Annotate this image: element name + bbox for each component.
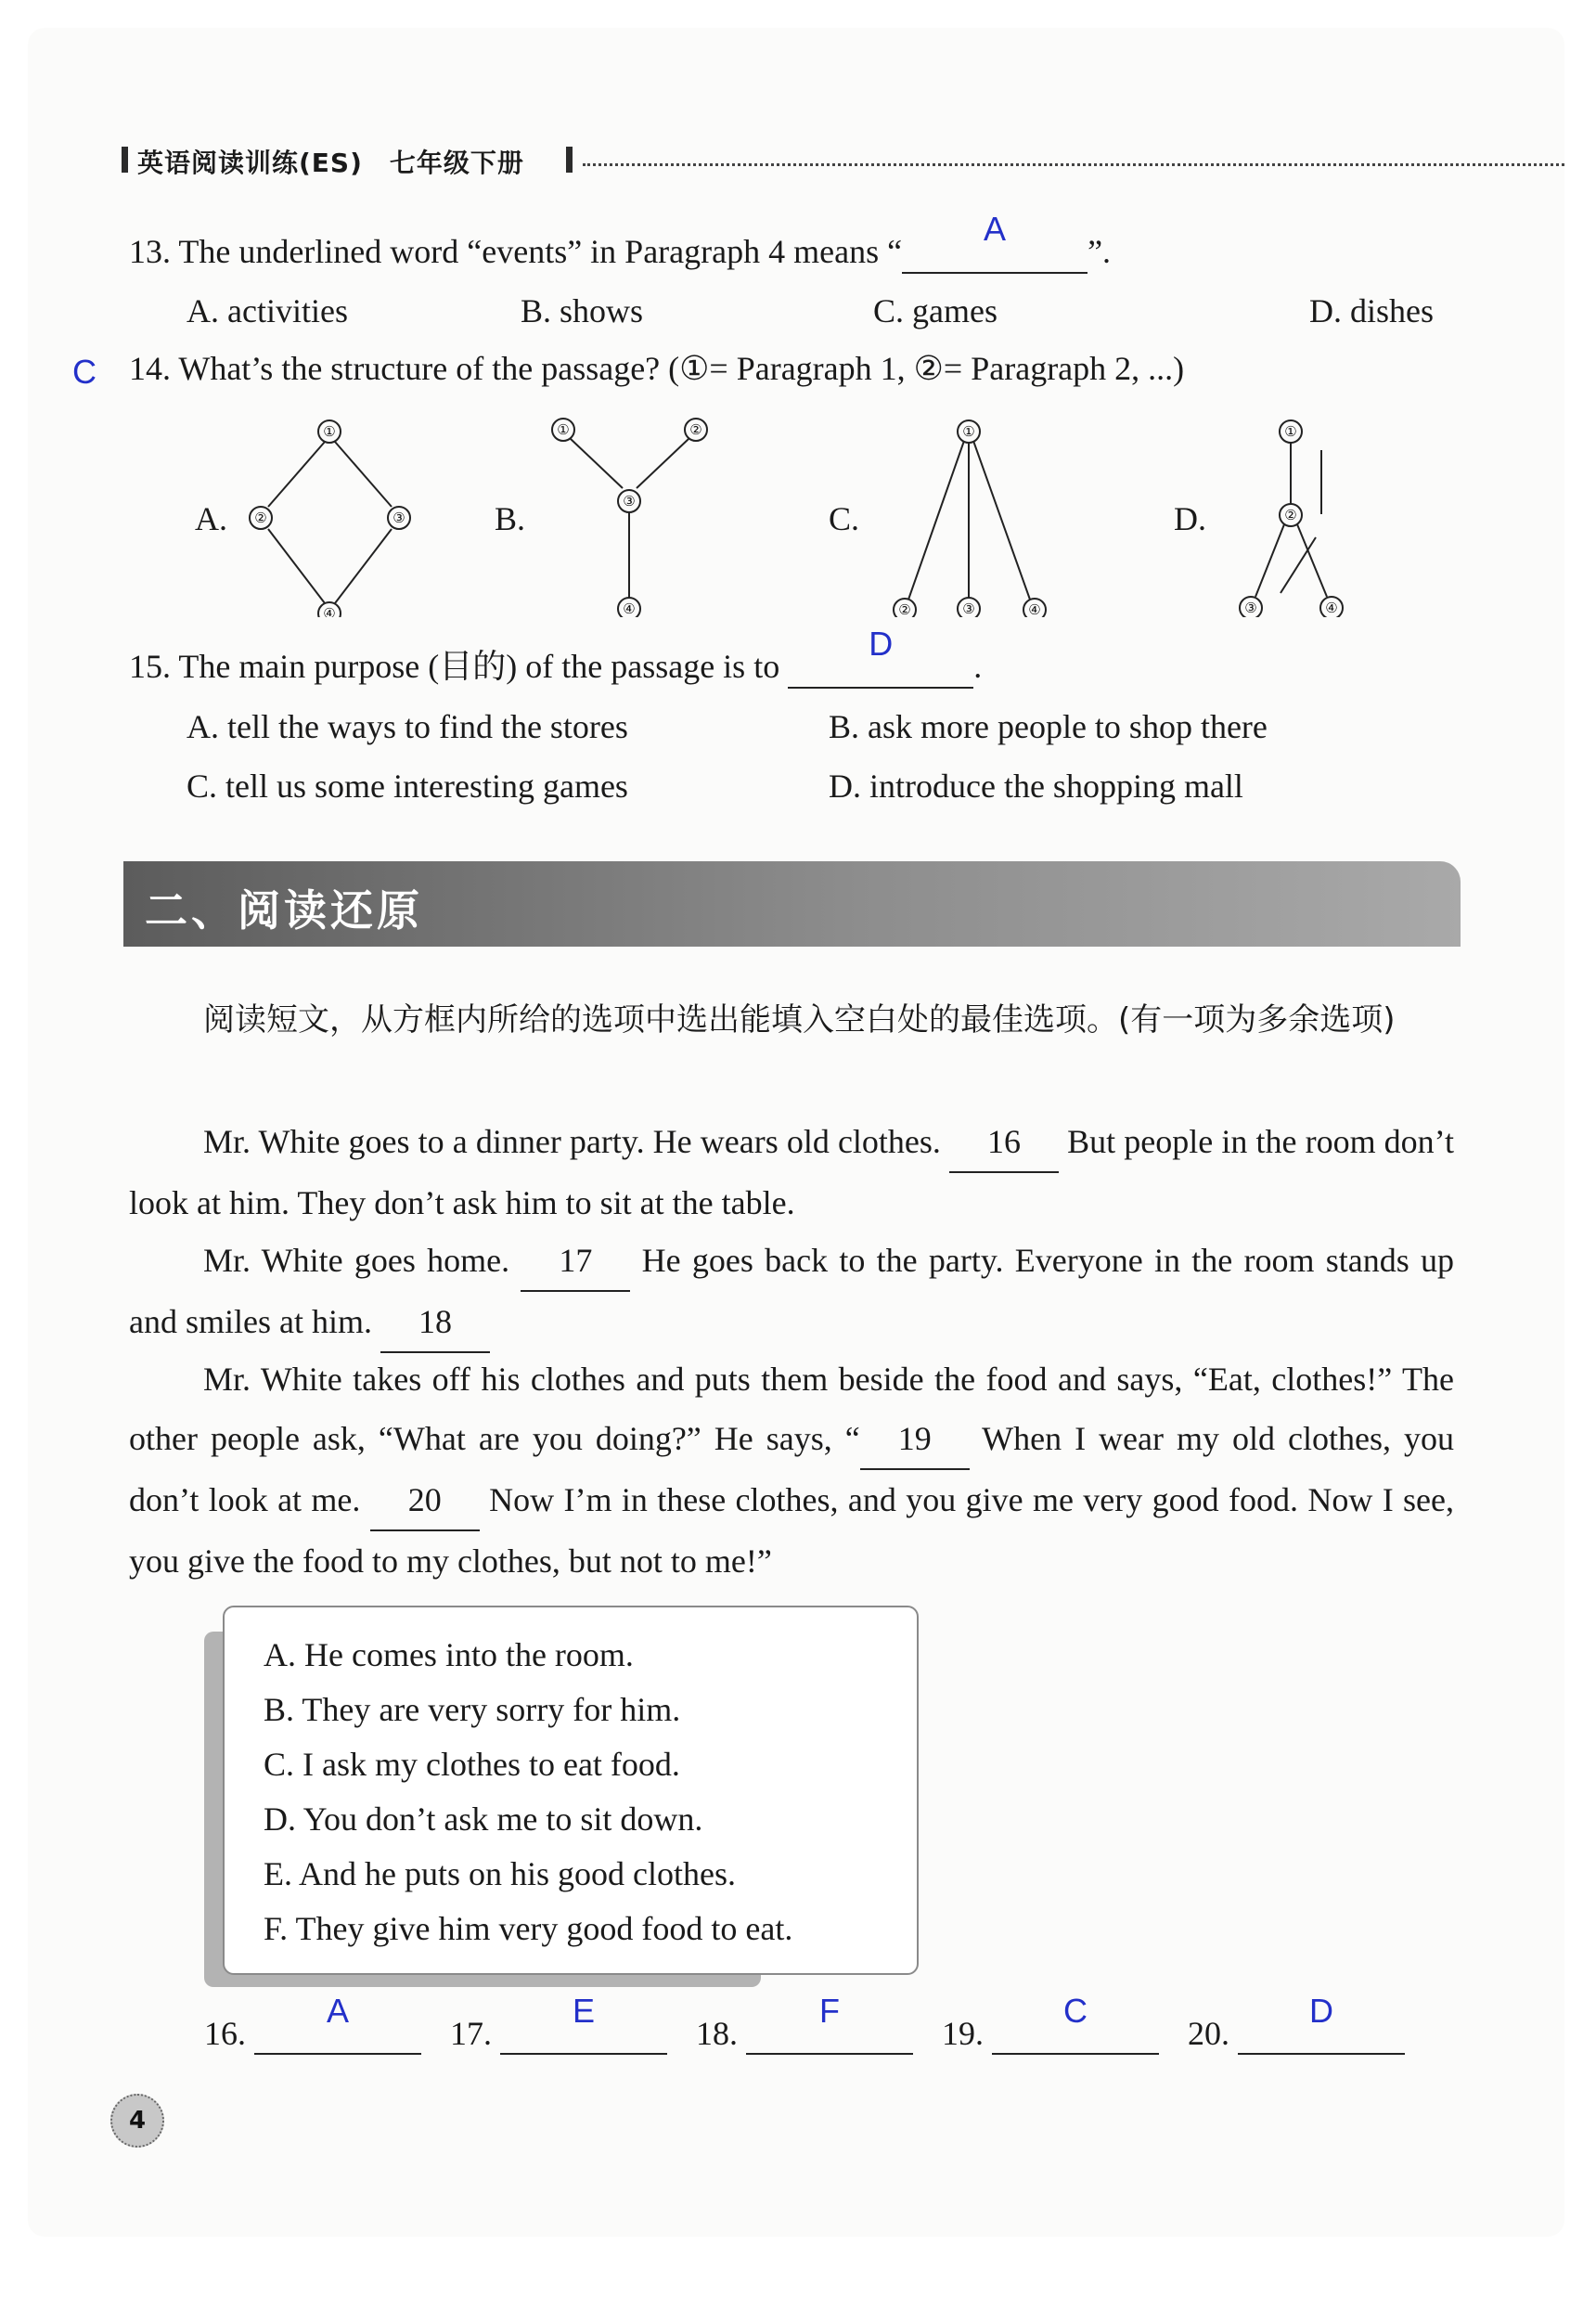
q15-option-b: B. ask more people to shop there bbox=[829, 708, 1268, 745]
answer-19-value: C bbox=[1063, 1992, 1088, 2030]
q15-option-c: C. tell us some interesting games bbox=[187, 768, 628, 805]
question-13 bbox=[129, 210, 1112, 274]
diagram-c-node-2-label: ② bbox=[898, 601, 911, 617]
answer-20-label: 20. bbox=[1188, 2015, 1229, 2052]
diagram-d-node-2-label: ② bbox=[1284, 507, 1297, 523]
answer-20-blank[interactable] bbox=[1238, 1992, 1405, 2055]
diagram-d-node-3-label: ③ bbox=[1244, 600, 1257, 616]
q15-text: 15. The main purpose (目的) of the passage is to bbox=[129, 648, 780, 685]
section-2-instruction: 阅读短文，从方框内所给的选项中选出能填入空白处的最佳选项。(有一项为多余选项) bbox=[203, 1001, 1396, 1039]
options-box bbox=[223, 1606, 919, 1975]
q13-option-a: A. activities bbox=[187, 292, 348, 329]
diagram-a-node-3-label: ③ bbox=[393, 510, 405, 526]
p2-text-b: He goes back to the party. Everyone in the room stands up and smiles at him. bbox=[129, 1242, 1454, 1340]
page bbox=[28, 28, 1564, 2237]
p3-text-c: Now I’m in these clothes, and you give me very good food. Now I see, you give the food to my clothes, but not to me!” bbox=[129, 1481, 1455, 1580]
q14-structure-diagrams bbox=[28, 394, 1327, 617]
diagram-b-node-3-label: ③ bbox=[623, 493, 636, 510]
answer-19-blank[interactable] bbox=[992, 1992, 1159, 2055]
answer-16-label: 16. bbox=[204, 2015, 246, 2052]
question-15: 15. The main purpose (目的) of the passage is to D . bbox=[129, 646, 982, 689]
diagram-a-node-4-label: ④ bbox=[323, 605, 336, 617]
diagram-a-node-1-label: ① bbox=[323, 423, 336, 440]
q15-answer-blank[interactable] bbox=[788, 625, 973, 689]
answer-20-value: D bbox=[1309, 1992, 1333, 2030]
header-title: 英语阅读训练(ES) 七年级下册 bbox=[137, 148, 524, 178]
q14-diagram-d bbox=[1206, 394, 1392, 617]
diagram-d-node-1-label: ① bbox=[1284, 423, 1297, 440]
q13-option-d: D. dishes bbox=[1309, 292, 1434, 329]
p1-text-b: But people in the room don’t look at him. They don’t ask him to sit at the table. bbox=[129, 1123, 1455, 1221]
q15-option-d: D. introduce the shopping mall bbox=[829, 768, 1243, 805]
answer-18-value: F bbox=[819, 1992, 840, 2030]
p2-text-a: Mr. White goes home. bbox=[203, 1242, 510, 1279]
passage-paragraph-1 bbox=[129, 1112, 1454, 1232]
q14-answer: C bbox=[72, 353, 97, 391]
page-number: 4 bbox=[110, 2094, 164, 2148]
gap-18[interactable]: 18 bbox=[380, 1292, 490, 1353]
answer-18-label: 18. bbox=[696, 2015, 738, 2052]
answer-16-value: A bbox=[326, 1992, 349, 2030]
q15-answer: D bbox=[869, 625, 894, 663]
q14-diagram-a-label: A. bbox=[195, 500, 227, 537]
diagram-d-node-4-label: ④ bbox=[1325, 600, 1338, 616]
option-d: D. You don’t ask me to sit down. bbox=[264, 1800, 703, 1838]
q13-answer-blank[interactable] bbox=[902, 210, 1088, 274]
diagram-c-node-4-label: ④ bbox=[1028, 601, 1041, 617]
answer-17-blank[interactable] bbox=[500, 1992, 667, 2055]
q15-option-a: A. tell the ways to find the stores bbox=[187, 708, 628, 745]
passage-paragraph-3 bbox=[129, 1349, 1454, 1591]
header-right-bar bbox=[566, 147, 573, 173]
q14-diagram-b-label: B. bbox=[495, 500, 526, 537]
answer-19-label: 19. bbox=[942, 2015, 984, 2052]
diagram-b-node-2-label: ② bbox=[689, 421, 702, 438]
passage-paragraph-2 bbox=[129, 1231, 1454, 1353]
p3-text-a: Mr. White takes off his clothes and puts them beside the food and says, “Eat, clothes!” The other people ask, “What are you doing?” He says, “ bbox=[129, 1361, 1454, 1457]
gap-16[interactable]: 16 bbox=[949, 1112, 1059, 1173]
q13-answer: A bbox=[984, 210, 1007, 248]
gap-20[interactable]: 20 bbox=[370, 1470, 480, 1531]
option-b: B. They are very sorry for him. bbox=[264, 1691, 681, 1728]
answers-row bbox=[204, 1992, 1405, 2055]
section-2-title: 二、阅读还原 bbox=[145, 885, 423, 936]
option-a: A. He comes into the room. bbox=[264, 1636, 634, 1673]
q13-text: 13. The underlined word “events” in Paragraph 4 means “ bbox=[129, 233, 903, 270]
answer-17-value: E bbox=[572, 1992, 595, 2030]
q13-option-b: B. shows bbox=[521, 292, 644, 329]
diagram-b-node-1-label: ① bbox=[557, 421, 570, 438]
header-left-bar bbox=[122, 147, 128, 173]
gap-19[interactable]: 19 bbox=[860, 1409, 970, 1470]
diagram-c-node-3-label: ③ bbox=[962, 600, 975, 617]
answer-17-label: 17. bbox=[450, 2015, 492, 2052]
q13-text-end: ”. bbox=[1088, 233, 1112, 270]
question-14: 14. What’s the structure of the passage? (①= Paragraph 1, ②= Paragraph 2, ...) bbox=[129, 350, 1185, 387]
option-c: C. I ask my clothes to eat food. bbox=[264, 1746, 680, 1783]
q14-diagram-d-label: D. bbox=[1174, 500, 1206, 537]
q13-option-c: C. games bbox=[873, 292, 998, 329]
option-e: E. And he puts on his good clothes. bbox=[264, 1855, 736, 1892]
q14-diagram-c-label: C. bbox=[829, 500, 860, 537]
option-f: F. They give him very good food to eat. bbox=[264, 1910, 793, 1947]
answer-18-blank[interactable] bbox=[746, 1992, 913, 2055]
diagram-a-node-2-label: ② bbox=[254, 510, 267, 526]
p1-text-a: Mr. White goes to a dinner party. He wears old clothes. bbox=[203, 1123, 941, 1160]
diagram-b-node-4-label: ④ bbox=[623, 600, 636, 617]
gap-17[interactable]: 17 bbox=[521, 1231, 630, 1292]
answer-16-blank[interactable] bbox=[254, 1992, 421, 2055]
header-dotted-line bbox=[583, 163, 1564, 166]
diagram-c-node-1-label: ① bbox=[962, 423, 975, 440]
p3-text-b: When I wear my old clothes, you don’t look at me. bbox=[129, 1420, 1454, 1518]
